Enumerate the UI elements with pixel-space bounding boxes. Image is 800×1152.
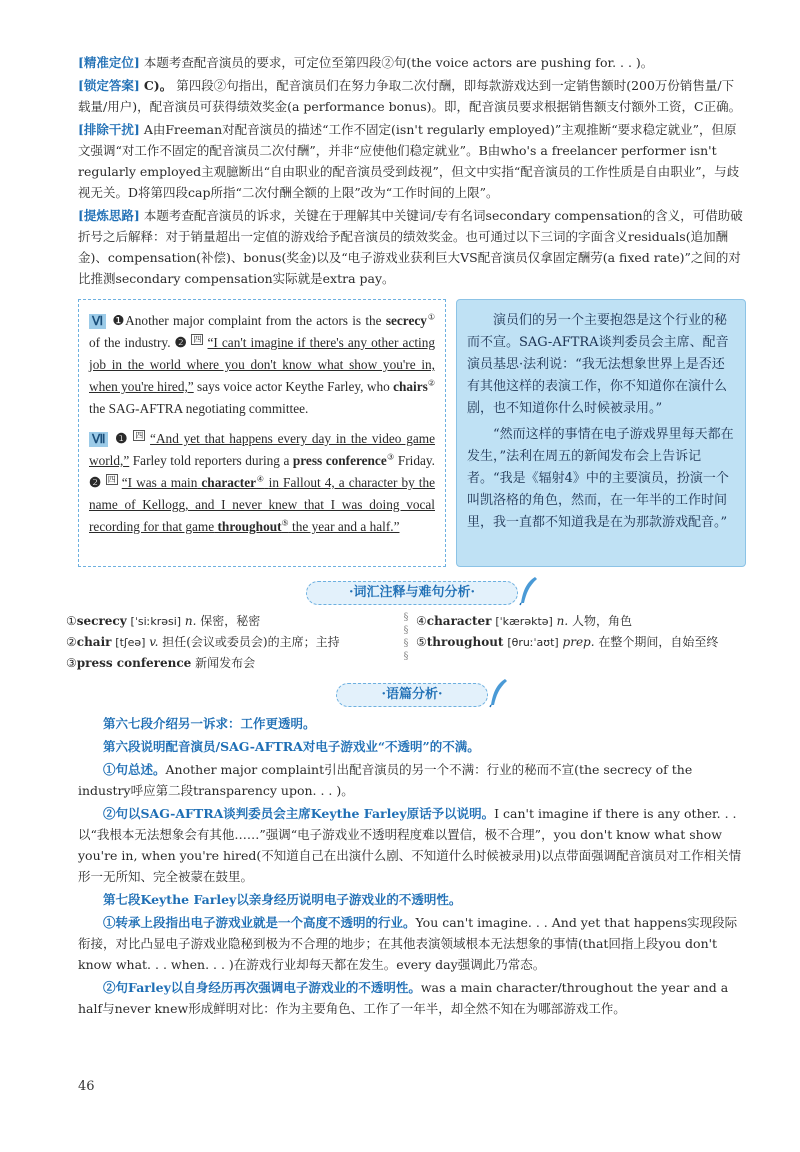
- quill-pen-icon: [487, 678, 509, 708]
- answer-para: [锁定答案] C)。 第四段②句指出，配音演员们在努力争取二次付酬，即每款游戏达到一定销售额时(200万份销售量/下载量/用户)，配音演员可获得绩效奖金(a performance bonus)。即，配音演员要求根据销售额支付额外工资，C正确。: [78, 78, 742, 114]
- sentence-ref-icon: 四: [107, 474, 116, 484]
- paragraph-number: Ⅶ: [89, 432, 108, 447]
- vocab-item: ③press conference 新闻发布会: [66, 656, 256, 670]
- paragraph-6: Ⅵ ❶Another major complaint from the actors is the secrecy① of the industry. ❷ 四 “I can't imagine if there's any other acting job in the world where you don't know what show you're in, when you're hired,” says voice actor Keythe Farley, who chairs② the SAG-AFTRA negotiating committee.: [89, 312, 436, 416]
- paragraph-number: Ⅵ: [89, 314, 106, 329]
- chinese-translation: 演员们的另一个主要抱怨是这个行业的秘而不宣。SAG-AFTRA谈判委员会主席、配音演员基思·法利说：“我无法想象世界上是否还有其他这样的表演工作，你不知道你在演什么剧，也不知道你什么时候被录用。” “然而这样的事情在电子游戏界里每天都在发生，”法利在周五的新闻发布会上告诉记者。“我是《辐射4》中的主要演员，扮演一个叫凯洛格的角色，然而，在一年半的工作时间里，我一直都不知道我是在为那款游戏配音。”: [456, 299, 746, 567]
- vocab-item: ⑤throughout [θruːˈaʊt] prep. 在整个期间，自始至终: [416, 635, 719, 649]
- page-number: 46: [78, 1079, 95, 1094]
- answer-explanation: [78, 52, 746, 289]
- precise-location-para: [精准定位] 本题考查配音演员的要求，可定位至第四段②句(the voice actors are pushing for. . . )。: [78, 55, 654, 70]
- vocab-left-column: [66, 611, 396, 673]
- underlined-sentence: “I was a main character④ in Fallout 4, a character by the name of Kellogg, and I never knew that I was doing vocal recording for that game throughout⑤ the year and a half.”: [89, 474, 436, 534]
- vocab-list: [66, 611, 746, 673]
- chain-divider: § § § §: [403, 612, 409, 662]
- thinking-para: [提炼思路] 本题考查配音演员的诉求，关键在于理解其中关键词/专有名词secondary compensation的含义，可借助破折号之后解释：对于销量超出一定值的游戏给予配音演员的绩效奖金。也可通过以下三词的字面含义residuals(追加酬金)、compensation(补偿)、bonus(奖金)以及“电子游戏业获利巨大VS配音演员仅拿固定酬劳(a fixed rate)”之间的对比推测secondary compensation实际就是extra pay。: [78, 208, 743, 286]
- quill-pen-icon: [517, 576, 539, 606]
- reading-section: [78, 299, 746, 567]
- vocab-right-column: [416, 611, 746, 673]
- paragraph-7: Ⅶ ❶ 四 “And yet that happens every day in the video game world,” Farley told reporters during a press conference③ Friday. ❷ 四 “I was a main character④ in Fallout 4, a character by the name of Kellogg, and I never knew that I was doing vocal recording for that game throughout⑤ the year and a half.”: [89, 430, 436, 534]
- vocab-banner: ·词汇注释与难句分析·: [306, 581, 518, 605]
- sentence-ref-icon: 四: [135, 430, 144, 440]
- vocab-item: ④character [ˈkærəktə] n. 人物，角色: [416, 614, 633, 628]
- distractor-para: [排除干扰] A由Freeman对配音演员的描述“工作不固定(isn't regularly employed)”主观推断“要求稳定就业”，但原文强调“对工作不固定的配音演员二次付酬”，并非“应使他们稳定就业”。B由who's a freelancer performer isn't regularly employed主观臆断出“自由职业的配音演员受到歧视”，但文中实指“配音演员的工作性质是自由职业”，与歧视无关。D将第四段cap所指“二次付酬全额的上限”改为“工作时间的上限”。: [78, 122, 740, 200]
- page-content: [66, 52, 746, 1021]
- discourse-analysis: 第六七段介绍另一诉求：工作更透明。 第六段说明配音演员/SAG-AFTRA对电子游戏业“不透明”的不满。 ①句总述。Another major complaint引出配音演员的另一个不满：行业的秘而不宣(the secrecy of the industry呼应第二段transparency upon. . . )。 ②句以SAG-AFTRA谈判委员会主席Keythe Farley原话予以说明。I can't imagine if there is any other. . . 以“我根本无法想象会有其他……”强调“电子游戏业不透明程度难以置信，极不合理”，you don't know what show you're in, when you're hired(不知道自己在出演什么剧、不知道什么时候被录用)以点带面强调配音演员对工作相关情形一无所知、完全被蒙在鼓里。 第七段Keythe Farley以亲身经历说明电子游戏业的不透明性。 ①转承上段指出电子游戏业就是一个高度不透明的行业。You can't imagine. . . And yet that happens实现段际衔接，对比凸显电子游戏业隐秘到极为不合理的地步；在其他表演领域根本无法想象的事情(that回指上段you don't know what. . . when. . . )在游戏行业却每天都在发生。every day强调此乃常态。 ②句Farley以自身经历再次强调电子游戏业的不透明性。was a main character/throughout the year and a half与never knew形成鲜明对比：作为主要角色、工作了一年半，却全然不知在为哪部游戏工作。: [78, 716, 742, 1016]
- analysis-banner: ·语篇分析·: [336, 683, 488, 707]
- vocab-item: ②chair [tʃeə] v. 担任(会议或委员会)的主席；主持: [66, 635, 340, 649]
- english-passage: [78, 299, 446, 567]
- sentence-ref-icon: 四: [193, 334, 202, 344]
- vocab-item: ①secrecy [ˈsiːkrəsi] n. 保密，秘密: [66, 614, 261, 628]
